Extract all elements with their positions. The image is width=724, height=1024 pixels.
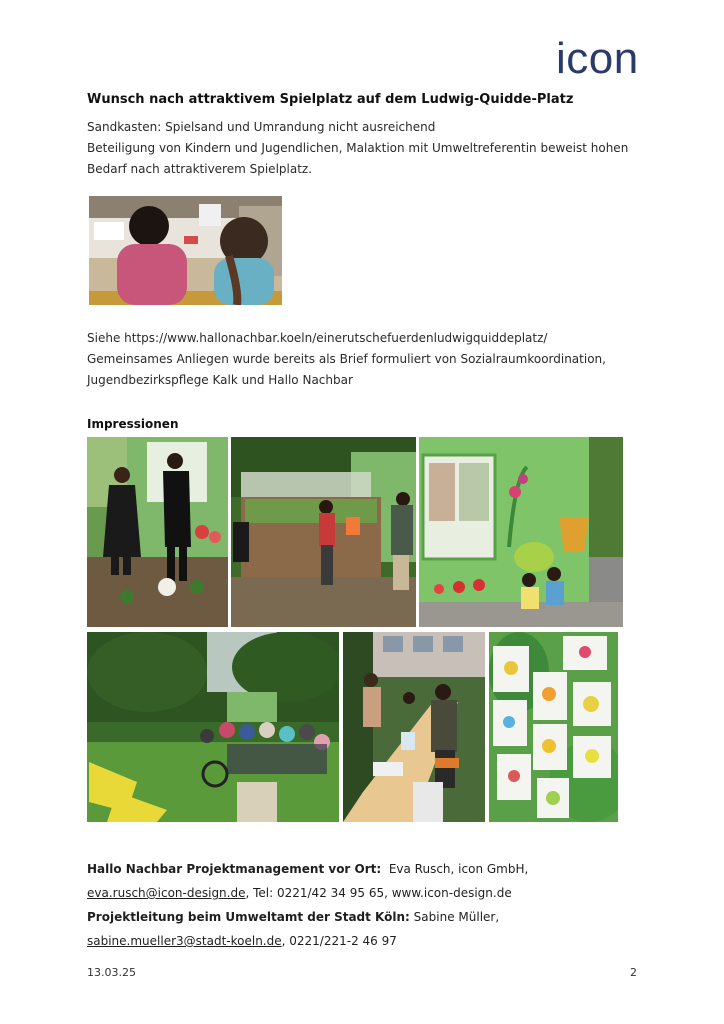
sabine-email-link[interactable]: sabine.mueller3@stadt-koeln.de: [87, 934, 282, 948]
children-painting-photo: [89, 196, 282, 305]
intro-line: Sandkasten: Spielsand und Umrandung nicht ausreichend: [87, 120, 436, 134]
icon-logo: icon: [556, 34, 639, 83]
project-management-label: Hallo Nachbar Projektmanagement vor Ort:: [87, 862, 382, 876]
raised-bed-photo: [231, 437, 416, 627]
contact-line: [87, 905, 647, 929]
project-management-name: Eva Rusch, icon GmbH,: [388, 862, 529, 876]
intro-line: Beteiligung von Kindern und Jugendlichen, Malaktion mit Umweltreferentin beweist hohen: [87, 141, 629, 155]
eva-phone-web: , Tel: 0221/42 34 95 65, www.icon-design.de: [245, 886, 512, 900]
painted-container-photo: [419, 437, 623, 627]
contact-line: [87, 929, 647, 953]
project-link: Siehe https://www.hallonachbar.koeln/einerutschefuerdenludwigquiddeplatz/: [87, 331, 548, 345]
eva-email-link[interactable]: eva.rusch@icon-design.de: [87, 886, 246, 900]
details-line: Gemeinsames Anliegen wurde bereits als Brief formuliert von Sozialraumkoordination,: [87, 352, 606, 366]
contact-line: [87, 857, 647, 881]
page-title: Wunsch nach attraktivem Spielplatz auf dem Ludwig-Quidde-Platz: [87, 92, 574, 107]
project-lead-name: Sabine Müller,: [413, 910, 500, 924]
women-garden-photo: [87, 437, 228, 627]
impressions-heading: Impressionen: [87, 417, 179, 431]
intro-paragraph: [87, 117, 647, 180]
details-line: Jugendbezirkspflege Kalk und Hallo Nachbar: [87, 373, 353, 387]
intro-line: Bedarf nach attraktiverem Spielplatz.: [87, 162, 313, 176]
painting-table-photo: [343, 632, 485, 822]
contact-block: [87, 857, 647, 953]
project-lead-label: Projektleitung beim Umweltamt der Stadt Köln:: [87, 910, 410, 924]
contact-line: [87, 881, 647, 905]
page-number: 2: [630, 966, 637, 979]
sabine-phone: , 0221/221-2 46 97: [281, 934, 397, 948]
drawings-wall-photo: [489, 632, 618, 822]
park-gathering-photo: [87, 632, 339, 822]
footer-date: 13.03.25: [87, 966, 136, 979]
details-paragraph: [87, 328, 647, 391]
